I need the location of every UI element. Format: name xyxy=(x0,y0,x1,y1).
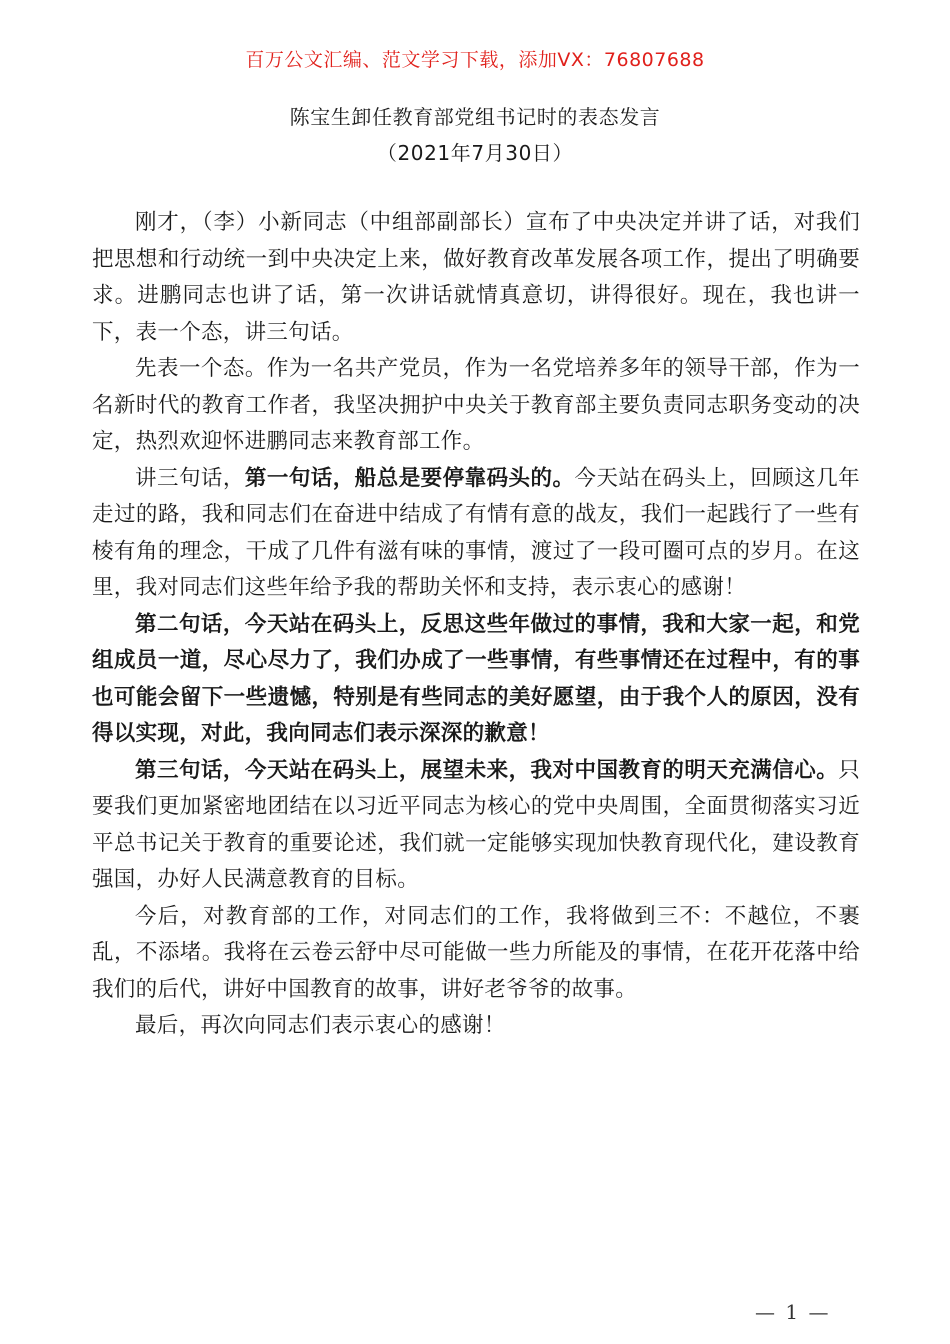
paragraph-5 xyxy=(92,753,860,899)
page-number: — 1 — xyxy=(755,1300,831,1324)
paragraph-5-rest: 只要我们更加紧密地团结在以习近平同志为核心的党中央周围，全面贯彻落实习近平总书记关于教育的重要论述，我们就一定能够实现加快教育现代化，建设教育强国，办好人民满意教育的目标。 xyxy=(92,757,860,892)
document-date: （2021年7月30日） xyxy=(376,141,574,165)
paragraph-1: 刚才，（李）小新同志（中组部副部长）宣布了中央决定并讲了话，对我们把思想和行动统一到中央决定上来，做好教育改革发展各项工作，提出了明确要求。进鹏同志也讲了话，第一次讲话就情真意切，讲得很好。现在，我也讲一下，表一个态，讲三句话。 xyxy=(92,210,860,345)
paragraph-3 xyxy=(92,461,860,607)
paragraph-7: 最后，再次向同志们表示衷心的感谢！ xyxy=(135,1013,506,1038)
paragraph-3-lead: 讲三句话， xyxy=(135,465,245,491)
paragraph-6: 今后，对教育部的工作，对同志们的工作，我将做到三不：不越位，不裹乱，不添堵。我将在云卷云舒中尽可能做一些力所能及的事情，在花开花落中给我们的后代，讲好中国教育的故事，讲好老爷爷的故事。 xyxy=(92,903,860,1002)
paragraph-2: 先表一个态。作为一名共产党员，作为一名党培养多年的领导干部，作为一名新时代的教育工作者，我坚决拥护中央关于教育部主要负责同志职务变动的决定，热烈欢迎怀进鹏同志来教育部工作。 xyxy=(92,356,860,454)
header-banner: 百万公文汇编、范文学习下载，添加VX：76807688 xyxy=(245,49,705,71)
paragraph-5-bold: 第三句话，今天站在码头上，展望未来，我对中国教育的明天充满信心。 xyxy=(135,757,839,783)
paragraph-3-bold: 第一句话，船总是要停靠码头的。 xyxy=(244,465,575,491)
document-body xyxy=(92,205,860,1045)
paragraph-3-rest: 今天站在码头上，回顾这几年走过的路，我和同志们在奋进中结成了有情有意的战友，我们一起践行了一些有棱有角的理念，干成了几件有滋有味的事情，渡过了一段可圈可点的岁月。在这里，我对同志们这些年给予我的帮助关怀和支持，表示衷心的感谢！ xyxy=(92,465,860,600)
paragraph-4: 第二句话，今天站在码头上，反思这些年做过的事情，我和大家一起，和党组成员一道，尽心尽力了，我们办成了一些事情，有些事情还在过程中，有的事也可能会留下一些遗憾，特别是有些同志的美好愿望，由于我个人的原因，没有得以实现，对此，我向同志们表示深深的歉意！ xyxy=(92,611,860,746)
document-title: 陈宝生卸任教育部党组书记时的表态发言 xyxy=(289,105,661,129)
